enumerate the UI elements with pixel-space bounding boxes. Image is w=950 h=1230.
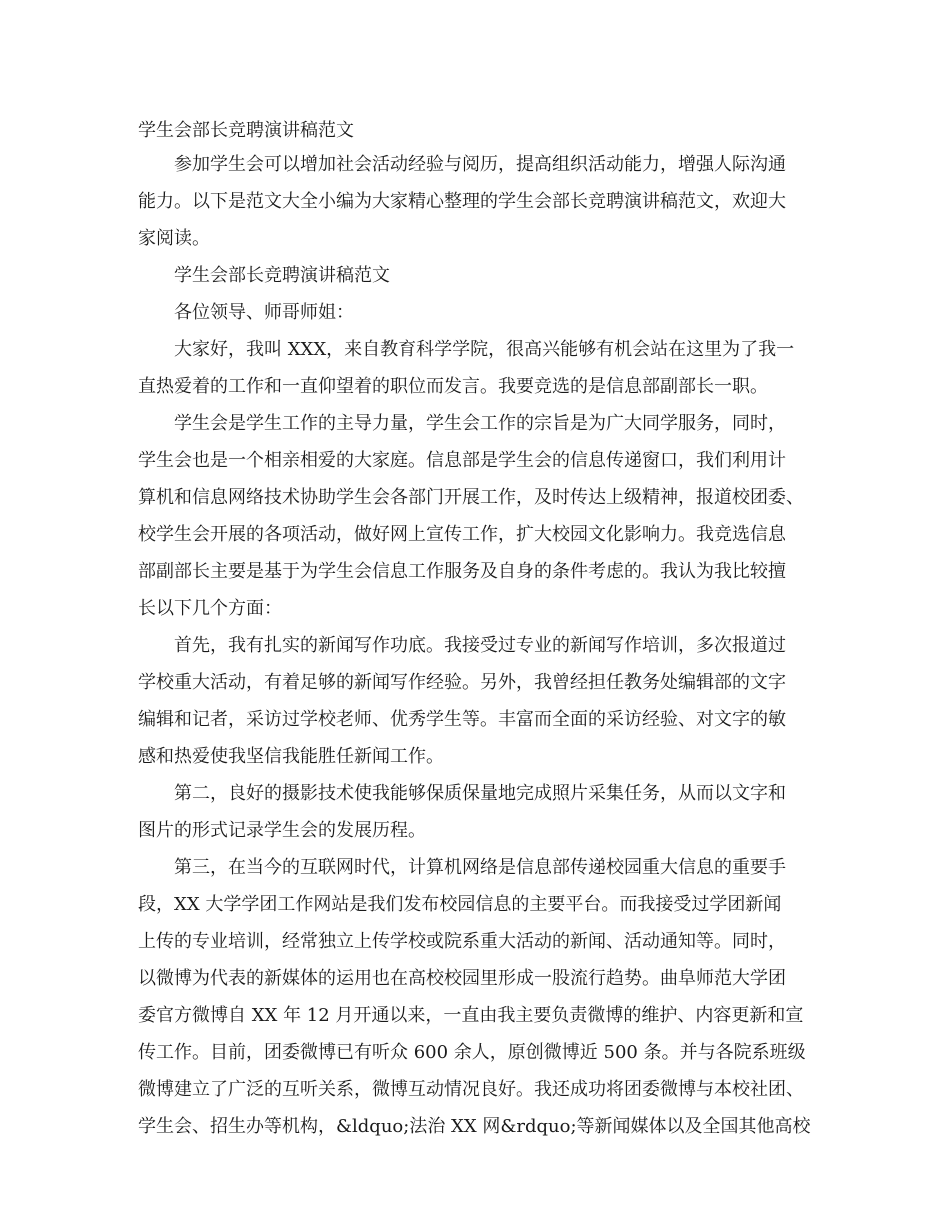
text-line: 第三，在当今的互联网时代，计算机网络是信息部传递校园重大信息的重要手 bbox=[174, 857, 786, 878]
text-line: 参加学生会可以增加社会活动经验与阅历，提高组织活动能力，增强人际沟通 bbox=[174, 154, 786, 175]
text-line: 学校重大活动，有着足够的新闻写作经验。另外，我曾经担任教务处编辑部的文字 bbox=[138, 672, 786, 693]
text-line: 图片的形式记录学生会的发展历程。 bbox=[138, 820, 426, 841]
text-line: 直热爱着的工作和一直仰望着的职位而发言。我要竞选的是信息部副部长一职。 bbox=[138, 376, 768, 397]
text-line: 大家好，我叫 XXX，来自教育科学学院，很高兴能够有机会站在这里为了我一 bbox=[174, 339, 795, 360]
text-line: 学生会也是一个相亲相爱的大家庭。信息部是学生会的信息传递窗口，我们利用计 bbox=[138, 450, 786, 471]
text-line: 各位领导、师哥师姐： bbox=[174, 302, 354, 323]
text-line: 感和热爱使我坚信我能胜任新闻工作。 bbox=[138, 746, 444, 767]
text-line: 第二，良好的摄影技术使我能够保质保量地完成照片采集任务，从而以文字和 bbox=[174, 783, 786, 804]
text-line: 上传的专业培训，经常独立上传学校或院系重大活动的新闻、活动通知等。同时， bbox=[138, 931, 786, 952]
text-line: 部副部长主要是基于为学生会信息工作服务及自身的条件考虑的。我认为我比较擅 bbox=[138, 561, 786, 582]
text-line: 校学生会开展的各项活动，做好网上宣传工作，扩大校园文化影响力。我竞选信息 bbox=[138, 524, 786, 545]
document-body bbox=[138, 146, 838, 1145]
text-line: 算机和信息网络技术协助学生会各部门开展工作，及时传达上级精神，报道校团委、 bbox=[138, 487, 804, 508]
text-line: 家阅读。 bbox=[138, 228, 210, 249]
text-line: 委官方微博自 XX 年 12 月开通以来，一直由我主要负责微博的维护、内容更新和宣 bbox=[138, 1005, 804, 1026]
text-line: 段，XX 大学学团工作网站是我们发布校园信息的主要平台。而我接受过学团新闻 bbox=[138, 894, 782, 915]
text-line: 首先，我有扎实的新闻写作功底。我接受过专业的新闻写作培训，多次报道过 bbox=[174, 635, 786, 656]
text-line: 学生会、招生办等机构，&ldquo;法治 XX 网&rdquo;等新闻媒体以及全国其他高校 bbox=[138, 1116, 811, 1137]
text-line: 微博建立了广泛的互听关系，微博互动情况良好。我还成功将团委微博与本校社团、 bbox=[138, 1079, 804, 1100]
text-line: 学生会部长竞聘演讲稿范文 bbox=[174, 265, 390, 286]
text-line: 传工作。目前，团委微博已有听众 600 余人，原创微博近 500 条。并与各院系班级 bbox=[138, 1042, 806, 1063]
text-line: 以微博为代表的新媒体的运用也在高校校园里形成一股流行趋势。曲阜师范大学团 bbox=[138, 968, 786, 989]
text-line: 能力。以下是范文大全小编为大家精心整理的学生会部长竞聘演讲稿范文，欢迎大 bbox=[138, 191, 786, 212]
text-line: 长以下几个方面： bbox=[138, 598, 282, 619]
text-line: 学生会是学生工作的主导力量，学生会工作的宗旨是为广大同学服务，同时， bbox=[174, 413, 786, 434]
text-line: 编辑和记者，采访过学校老师、优秀学生等。丰富而全面的采访经验、对文字的敏 bbox=[138, 709, 786, 730]
document-title: 学生会部长竞聘演讲稿范文 bbox=[138, 120, 354, 141]
